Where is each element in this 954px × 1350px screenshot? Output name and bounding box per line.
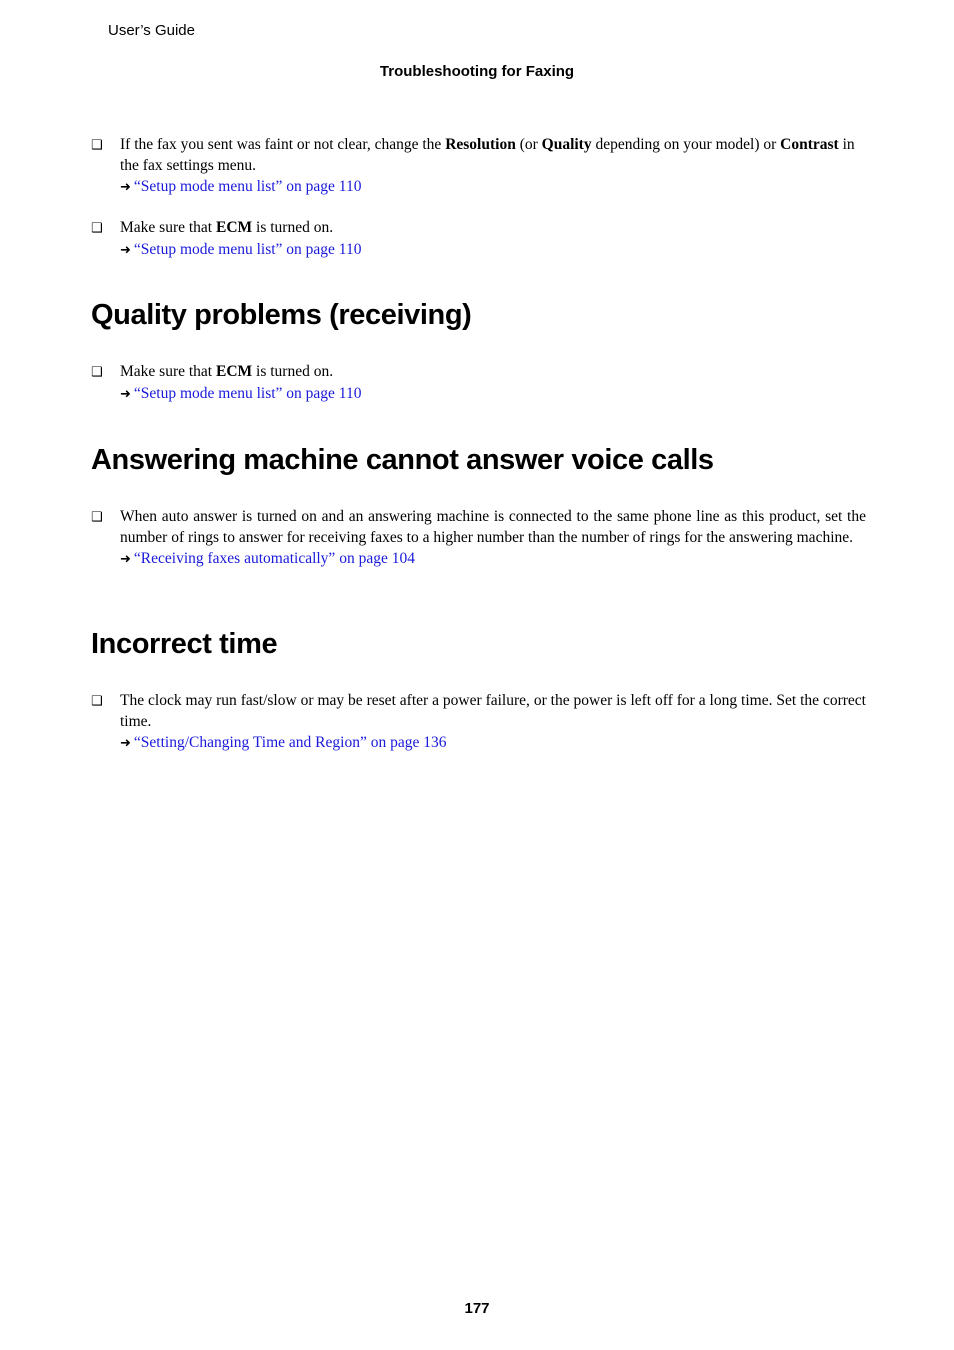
link-setup-mode-menu-list[interactable]: “Setup mode menu list” on page 110 (133, 178, 362, 195)
list-item (91, 362, 866, 405)
heading-incorrect-time: Incorrect time (91, 628, 278, 660)
checkbox-bullet-icon: ❑ (91, 510, 103, 525)
arrow-right-icon: ➜ (120, 386, 131, 402)
heading-answering-machine: Answering machine cannot answer voice calls (91, 444, 714, 476)
link-setup-mode-menu-list[interactable]: “Setup mode menu list” on page 110 (133, 240, 362, 258)
link-setting-changing-time-and-region[interactable]: “Setting/Changing Time and Region” on page 136 (133, 734, 447, 751)
reference-line (120, 732, 866, 754)
arrow-right-icon: ➜ (120, 736, 131, 751)
checkbox-bullet-icon: ❑ (91, 138, 103, 153)
list-item (91, 218, 866, 261)
checkbox-bullet-icon: ❑ (91, 221, 103, 236)
list-item (91, 507, 866, 570)
arrow-right-icon: ➜ (120, 180, 131, 195)
item-text: If the fax you sent was faint or not clear, change the Resolution (or Quality depending on your model) or Contrast in the fax settings menu. (120, 136, 855, 174)
reference-line (120, 383, 866, 405)
link-receiving-faxes-automatically[interactable]: “Receiving faxes automatically” on page 104 (133, 550, 415, 567)
arrow-right-icon: ➜ (120, 552, 131, 567)
list-item (91, 691, 866, 754)
arrow-right-icon: ➜ (120, 242, 131, 258)
reference-line (120, 239, 866, 261)
link-setup-mode-menu-list[interactable]: “Setup mode menu list” on page 110 (133, 384, 362, 402)
heading-quality-problems-receiving: Quality problems (receiving) (91, 299, 472, 331)
reference-line (120, 176, 866, 198)
item-text: Make sure that ECM is turned on. (120, 363, 334, 380)
page-number: 177 (464, 1300, 490, 1317)
section-title: Troubleshooting for Faxing (379, 63, 575, 80)
item-text: Make sure that ECM is turned on. (120, 219, 334, 236)
checkbox-bullet-icon: ❑ (91, 694, 103, 709)
item-text: When auto answer is turned on and an answering machine is connected to the same phone line as this product, set the number of rings to answer for receiving faxes to a higher number than the number of rings for the answering machine. (120, 508, 866, 546)
checkbox-bullet-icon: ❑ (91, 365, 103, 380)
running-head: User’s Guide (108, 22, 195, 39)
item-text: The clock may run fast/slow or may be reset after a power failure, or the power is left off for a long time. Set the correct time. (120, 692, 866, 730)
list-item (91, 135, 866, 198)
reference-line (120, 548, 866, 570)
